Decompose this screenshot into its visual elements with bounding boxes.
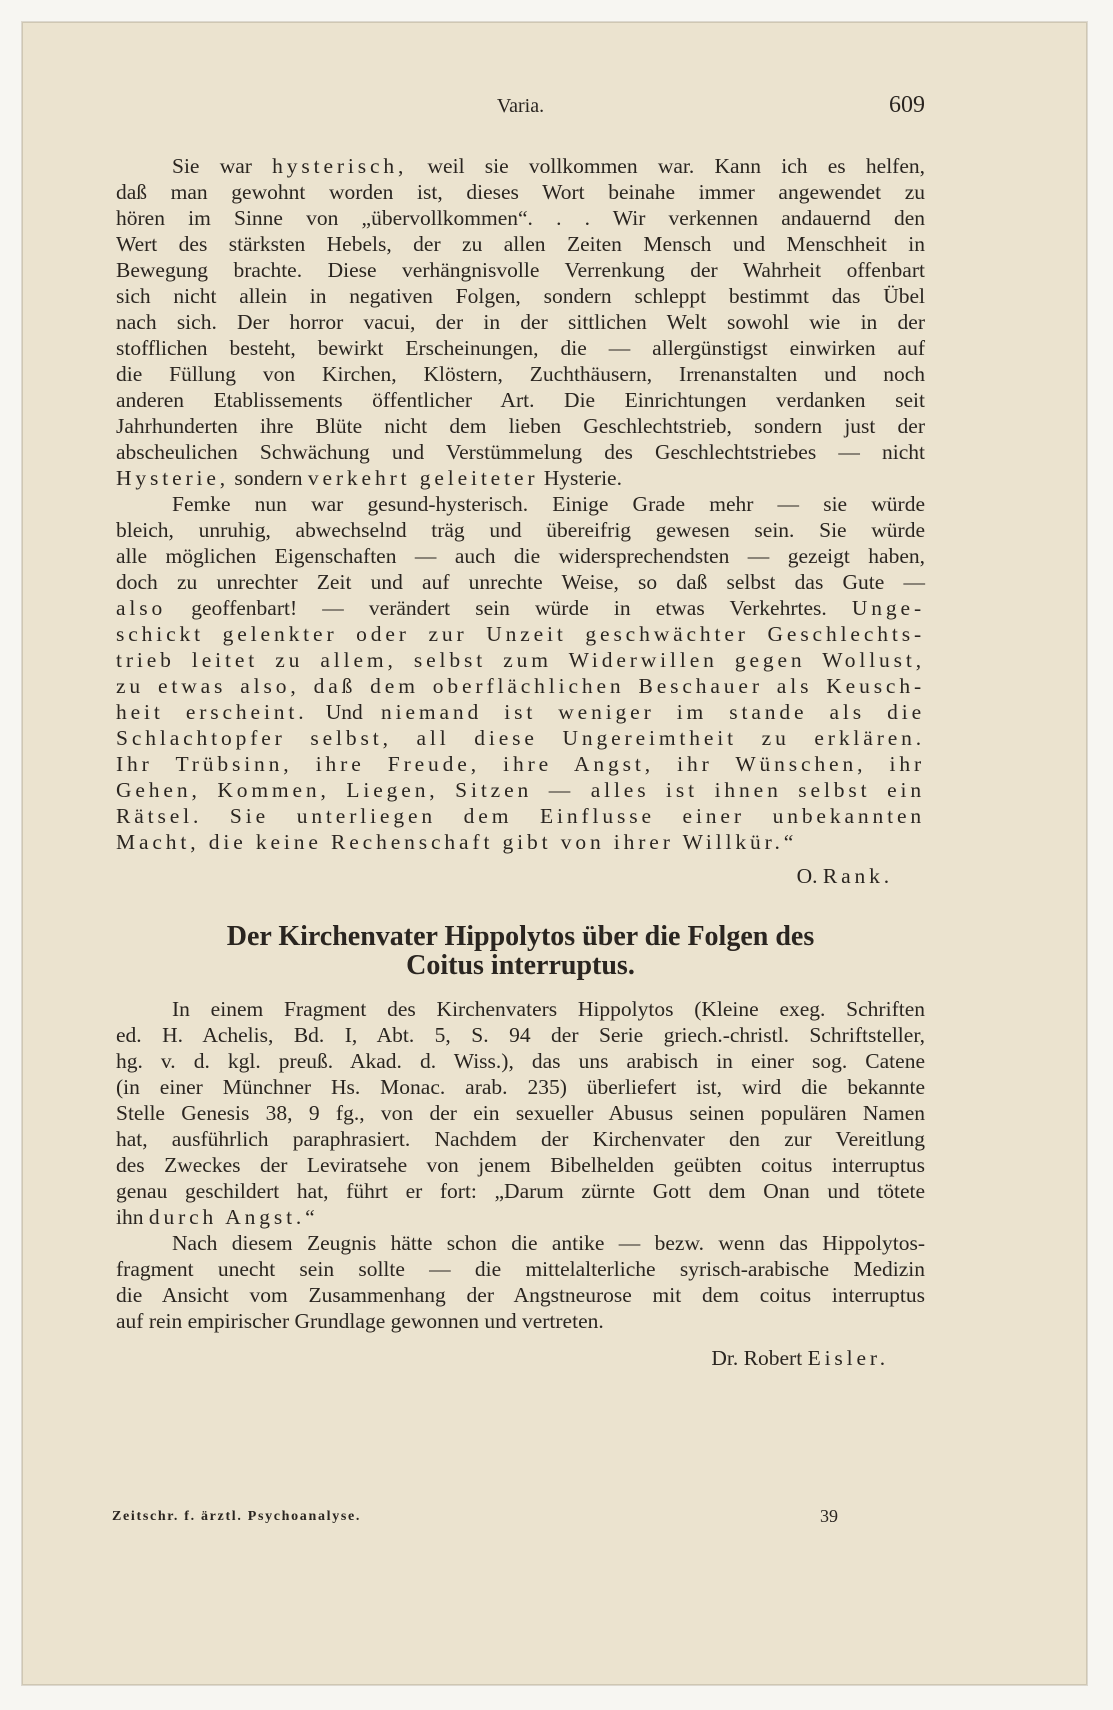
text-line — [116, 1256, 925, 1282]
text-line — [116, 465, 925, 491]
text-line — [116, 1074, 925, 1100]
text-run: Hysterie. — [538, 466, 622, 490]
emphasized-text-run: Rätsel. Sie unterliegen dem Einflusse einer unbekannten — [116, 804, 925, 828]
text-line — [116, 996, 925, 1022]
emphasized-text-run: Unge- — [851, 596, 925, 620]
text-line — [116, 413, 925, 439]
text-line — [116, 439, 925, 465]
text-line — [116, 1308, 925, 1334]
text-run: Bewegung brachte. Diese verhängnisvolle Verrenkung der Wahrheit offenbart — [116, 258, 925, 282]
article-heading — [116, 922, 925, 980]
text-line — [116, 361, 925, 387]
text-line — [116, 1022, 925, 1048]
text-line — [116, 257, 925, 283]
text-run: Jahrhunderten ihre Blüte nicht dem lieben Geschlechtstrieb, sondern just der — [116, 414, 925, 438]
text-line — [116, 595, 925, 621]
text-run: abscheulichen Schwächung und Verstümmelung des Geschlechtstriebes — nicht — [116, 440, 925, 464]
text-run: die Ansicht vom Zusammenhang der Angstneurose mit dem coitus interruptus — [116, 1283, 925, 1307]
emphasized-text-run: also — [116, 596, 167, 620]
text-line — [116, 1100, 925, 1126]
text-line — [116, 1230, 925, 1256]
emphasized-text-run: hysterisch, — [272, 154, 408, 178]
text-line — [116, 621, 925, 647]
text-line — [116, 1178, 925, 1204]
text-line — [116, 283, 925, 309]
text-line — [116, 1204, 925, 1230]
emphasized-text-run: niemand ist weniger im stande als die — [381, 700, 925, 724]
text-line — [116, 1048, 925, 1074]
text-run: anderen Etablissements öffentlicher Art. Die Einrichtungen verdanken seit — [116, 388, 925, 412]
note-body — [116, 153, 925, 855]
text-run: ed. H. Achelis, Bd. I, Abt. 5, S. 94 der Serie griech.-christl. Schriftsteller, — [116, 1023, 925, 1047]
heading-line: Der Kirchenvater Hippolytos über die Folgen des — [226, 921, 815, 952]
text-line — [116, 335, 925, 361]
heading-line: Coitus interruptus. — [406, 950, 635, 981]
text-run: Dr. Robert — [711, 1346, 808, 1370]
text-run: hat, ausführlich paraphrasiert. Nachdem der Kirchenvater den zur Vereitlung — [116, 1127, 925, 1151]
emphasized-text-run: trieb leitet zu allem, selbst zum Widerwillen gegen Wollust, — [116, 648, 925, 672]
text-run: Femke nun war gesund-hysterisch. Einige Grade mehr — sie würde — [172, 492, 925, 516]
emphasized-text-run: schickt gelenkter oder zur Unzeit geschwächter Geschlechts- — [116, 622, 925, 646]
text-run: fragment unecht sein sollte — die mittelalterliche syrisch-arabische Medizin — [116, 1257, 925, 1281]
text-line — [116, 153, 925, 179]
text-run: daß man gewohnt worden ist, dieses Wort beinahe immer angewendet zu — [116, 180, 925, 204]
emphasized-text-run: verkehrt geleiteter — [307, 466, 539, 490]
text-run: weil sie vollkommen war. Kann ich es helfen, — [407, 154, 926, 178]
text-line — [116, 387, 925, 413]
text-line — [116, 569, 925, 595]
emphasized-text-run: Rank. — [822, 864, 893, 888]
text-run: Stelle Genesis 38, 9 fg., von der ein sexueller Abusus seinen populären Namen — [116, 1101, 925, 1125]
text-run: geoffenbart! — verändert sein würde in etwas Verkehrtes. — [166, 596, 852, 620]
text-line — [116, 517, 925, 543]
text-line — [116, 543, 925, 569]
text-line — [116, 179, 925, 205]
text-run: doch zu unrechter Zeit und auf unrechte Weise, so daß selbst das Gute — — [116, 570, 925, 594]
text-run: Nach diesem Zeugnis hätte schon die antike — bezw. wenn das Hippolytos- — [172, 1231, 925, 1255]
text-line — [116, 647, 925, 673]
text-run: bleich, unruhig, abwechselnd träg und übereifrig gewesen sein. Sie würde — [116, 518, 925, 542]
emphasized-text-run: zu etwas also, daß dem oberflächlichen Beschauer als Keusch- — [116, 674, 925, 698]
text-run: hg. v. d. kgl. preuß. Akad. d. Wiss.), das uns arabisch in einer sog. Catene — [116, 1049, 925, 1073]
emphasized-text-run: Hysterie, — [116, 466, 230, 490]
text-line — [116, 1282, 925, 1308]
text-line — [116, 751, 925, 777]
emphasized-text-run: Macht, die keine Rechenschaft gibt von ihrer Willkür.“ — [116, 830, 798, 854]
text-run: des Zweckes der Leviratsehe von jenem Bibelhelden geübten coitus interruptus — [116, 1153, 925, 1177]
emphasized-text-run: Schlachtopfer selbst, all diese Ungereimtheit zu erklären. — [116, 726, 925, 750]
text-run: (in einer Münchner Hs. Monac. arab. 235) überliefert ist, wird die bekannte — [116, 1075, 925, 1099]
text-line — [116, 309, 925, 335]
text-run: stofflichen besteht, bewirkt Erscheinungen, die — allergünstigst einwirken auf — [116, 336, 925, 360]
section-title: Varia. — [496, 95, 545, 117]
text-run: die Füllung von Kirchen, Klöstern, Zuchthäusern, Irrenanstalten und noch — [116, 362, 925, 386]
author-signature — [116, 1345, 925, 1371]
text-line — [116, 1126, 925, 1152]
text-run: O. — [796, 864, 823, 888]
text-run: hören im Sinne von „übervollkommen“. . . Wir verkennen andauernd den — [116, 206, 925, 230]
text-run: alle möglichen Eigenschaften — auch die widersprechendsten — gezeigt haben, — [116, 544, 925, 568]
text-run: Wert des stärksten Hebels, der zu allen Zeiten Mensch und Menschheit in — [116, 232, 925, 256]
text-run: sondern — [229, 466, 308, 490]
text-run: genau geschildert hat, führt er fort: „Darum zürnte Gott dem Onan und tötete — [116, 1179, 925, 1203]
text-line — [116, 491, 925, 517]
text-run: ihn — [116, 1205, 149, 1229]
text-run: Sie war — [172, 154, 273, 178]
text-line — [116, 699, 925, 725]
emphasized-text-run: Ihr Trübsinn, ihre Freude, ihre Angst, ihr Wünschen, ihr — [116, 752, 925, 776]
text-line — [116, 777, 925, 803]
text-line — [116, 725, 925, 751]
author-signature — [116, 863, 925, 889]
journal-name: Zeitschr. f. ärztl. Psychoanalyse. — [112, 1509, 362, 1524]
text-line — [116, 803, 925, 829]
text-line — [116, 673, 925, 699]
text-run: In einem Fragment des Kirchenvaters Hippolytos (Kleine exeg. Schriften — [172, 997, 925, 1021]
text-run: Und — [307, 700, 382, 724]
text-run: nach sich. Der horror vacui, der in der sittlichen Welt sowohl wie in der — [116, 310, 925, 334]
emphasized-text-run: durch Angst.“ — [148, 1205, 319, 1229]
emphasized-text-run: Eisler. — [807, 1346, 889, 1370]
signature-mark: 39 — [820, 1506, 838, 1526]
text-line — [116, 829, 925, 855]
running-head — [116, 92, 925, 120]
text-line — [116, 1152, 925, 1178]
emphasized-text-run: Gehen, Kommen, Liegen, Sitzen — alles ist ihnen selbst ein — [116, 778, 925, 802]
text-run: sich nicht allein in negativen Folgen, sondern schleppt bestimmt das Übel — [116, 284, 925, 308]
text-line — [116, 205, 925, 231]
article-body — [116, 996, 925, 1334]
page-number: 609 — [889, 92, 925, 118]
text-run: auf rein empirischer Grundlage gewonnen und vertreten. — [116, 1309, 604, 1333]
emphasized-text-run: heit erscheint. — [116, 700, 308, 724]
text-line — [116, 231, 925, 257]
